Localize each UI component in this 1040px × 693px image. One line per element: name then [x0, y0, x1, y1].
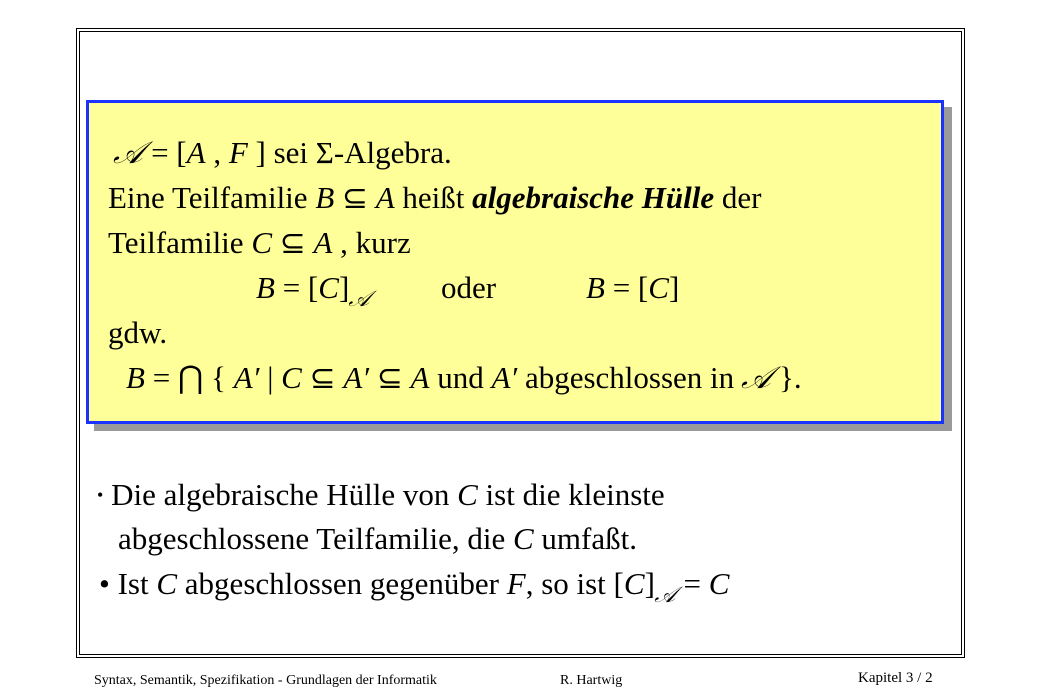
footer-page-number: Kapitel 3 / 2 [858, 670, 933, 686]
bullet-item-2: • Ist C abgeschlossen gegenüber F, so ist [C]𝒜 = C [99, 567, 729, 605]
definition-line-2: Eine Teilfamilie B ⊆ A heißt algebraische Hülle der [108, 180, 762, 215]
definition-line-3: Teilfamilie C ⊆ A , kurz [108, 225, 411, 260]
definition-line-4-oder: oder [441, 270, 497, 305]
bullet-item-1-line-2: abgeschlossene Teilfamilie, die C umfaßt. [118, 521, 637, 556]
definition-line-5: gdw. [108, 315, 168, 350]
definition-line-4-notation: B = [C]𝒜 [256, 271, 370, 309]
bullet-marker: • [97, 485, 104, 505]
algebra-symbol: 𝒜 [739, 360, 774, 396]
algebra-symbol: 𝒜 [111, 135, 146, 171]
definition-line-1: 𝒜 = [A , F ] sei Σ-Algebra. [111, 135, 452, 171]
footer-course-title: Syntax, Semantik, Spezifikation - Grundlagen der Informatik [94, 673, 437, 688]
bullet-item-1-line-1: • Die algebraische Hülle von C ist die kleinste [97, 477, 665, 512]
bullet-marker: • [99, 566, 110, 601]
algebra-subscript: 𝒜 [347, 287, 372, 312]
footer-author: R. Hartwig [560, 673, 623, 688]
algebra-subscript: 𝒜 [653, 583, 678, 608]
definition-line-6: B = ⋂ { A′ | C ⊆ A′ ⊆ A und A′ abgeschlossen in 𝒜 }. [126, 360, 802, 396]
defined-term: algebraische Hülle [472, 180, 715, 215]
definition-line-4-short: B = [C] [586, 270, 680, 305]
